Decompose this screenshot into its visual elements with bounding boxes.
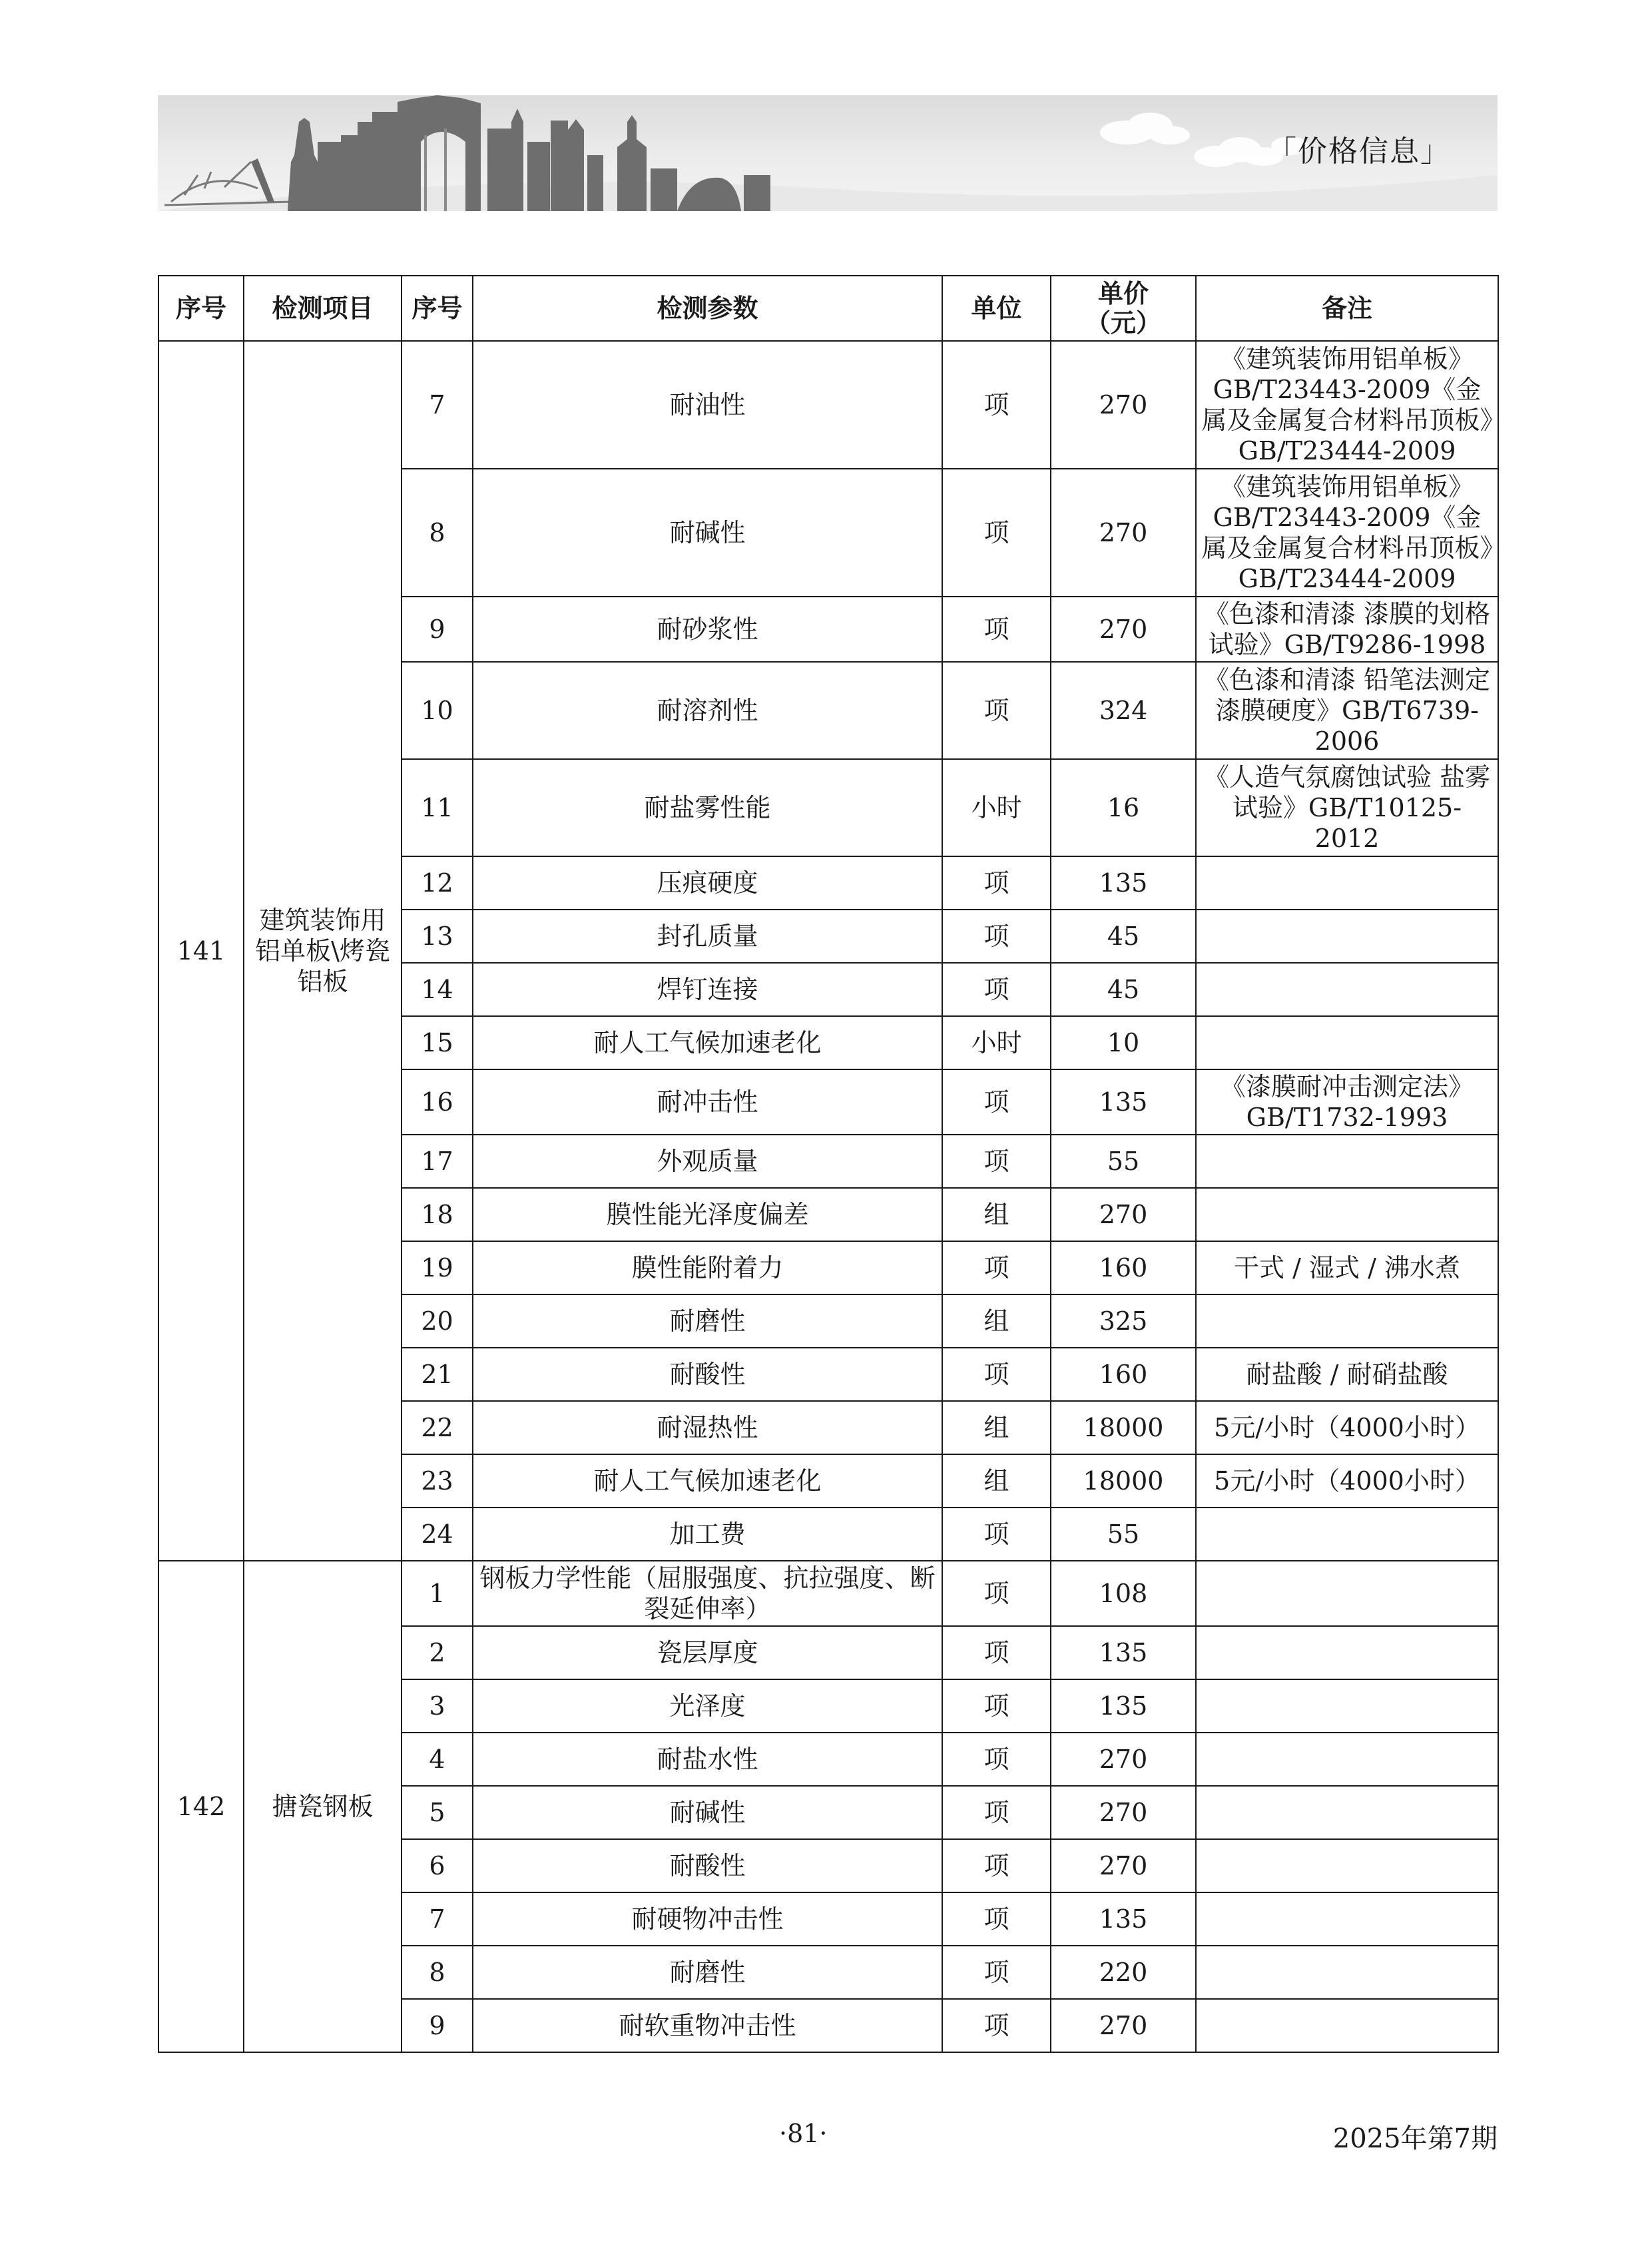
note (1196, 1839, 1498, 1892)
header-param: 检测参数 (473, 276, 942, 341)
price: 18000 (1051, 1401, 1196, 1454)
unit: 项 (942, 469, 1051, 597)
note: 《漆膜耐冲击测定法》GB/T1732-1993 (1196, 1069, 1498, 1135)
price: 18000 (1051, 1454, 1196, 1508)
table-header (158, 276, 1498, 341)
param-name: 膜性能光泽度偏差 (473, 1188, 942, 1241)
param-name: 耐磨性 (473, 1294, 942, 1348)
unit: 组 (942, 1454, 1051, 1508)
param-name: 光泽度 (473, 1679, 942, 1733)
price: 10 (1051, 1016, 1196, 1069)
note (1196, 1999, 1498, 2052)
unit: 项 (942, 341, 1051, 469)
header-no: 序号 (158, 276, 244, 341)
sub-number: 17 (402, 1135, 473, 1188)
group-number: 142 (158, 1561, 244, 2052)
sub-number: 3 (402, 1679, 473, 1733)
price: 16 (1051, 759, 1196, 856)
note (1196, 1135, 1498, 1188)
unit: 项 (942, 1892, 1051, 1946)
sub-number: 1 (402, 1561, 473, 1626)
price: 325 (1051, 1294, 1196, 1348)
param-name: 耐油性 (473, 341, 942, 469)
note: 《人造气氛腐蚀试验 盐雾试验》GB/T10125-2012 (1196, 759, 1498, 856)
unit: 项 (942, 910, 1051, 963)
header-unit: 单位 (942, 276, 1051, 341)
unit: 组 (942, 1401, 1051, 1454)
header-note: 备注 (1196, 276, 1498, 341)
param-name: 外观质量 (473, 1135, 942, 1188)
price-table (158, 275, 1499, 2053)
table-body (158, 341, 1498, 2052)
sub-number: 5 (402, 1786, 473, 1839)
note (1196, 1946, 1498, 1999)
param-name: 耐人工气候加速老化 (473, 1016, 942, 1069)
param-name: 膜性能附着力 (473, 1241, 942, 1294)
price: 270 (1051, 1733, 1196, 1786)
note: 干式 / 湿式 / 沸水煮 (1196, 1241, 1498, 1294)
unit: 项 (942, 963, 1051, 1016)
issue-label: 2025年第7期 (1332, 2123, 1498, 2154)
price: 135 (1051, 1069, 1196, 1135)
price: 270 (1051, 341, 1196, 469)
param-name: 加工费 (473, 1508, 942, 1561)
price: 55 (1051, 1508, 1196, 1561)
param-name: 焊钉连接 (473, 963, 942, 1016)
param-name: 封孔质量 (473, 910, 942, 963)
note (1196, 856, 1498, 910)
param-name: 耐碱性 (473, 469, 942, 597)
sub-number: 15 (402, 1016, 473, 1069)
header-item: 检测项目 (244, 276, 402, 341)
sub-number: 6 (402, 1839, 473, 1892)
unit: 项 (942, 1626, 1051, 1679)
unit: 项 (942, 1839, 1051, 1892)
note (1196, 963, 1498, 1016)
sub-number: 9 (402, 1999, 473, 2052)
header-banner (158, 95, 1498, 211)
price: 135 (1051, 1626, 1196, 1679)
table-row (158, 1561, 1498, 1626)
param-name: 瓷层厚度 (473, 1626, 942, 1679)
price: 135 (1051, 1679, 1196, 1733)
price: 55 (1051, 1135, 1196, 1188)
sub-number: 2 (402, 1626, 473, 1679)
table-row (158, 341, 1498, 469)
note (1196, 1733, 1498, 1786)
price: 135 (1051, 1892, 1196, 1946)
unit: 项 (942, 1508, 1051, 1561)
param-name: 耐碱性 (473, 1786, 942, 1839)
unit: 项 (942, 1679, 1051, 1733)
unit: 项 (942, 1561, 1051, 1626)
param-name: 耐酸性 (473, 1348, 942, 1401)
param-name: 耐溶剂性 (473, 662, 942, 759)
param-name: 耐砂浆性 (473, 597, 942, 662)
note (1196, 1508, 1498, 1561)
sub-number: 18 (402, 1188, 473, 1241)
price: 108 (1051, 1561, 1196, 1626)
price: 324 (1051, 662, 1196, 759)
unit: 项 (942, 1069, 1051, 1135)
note (1196, 1016, 1498, 1069)
unit: 项 (942, 1946, 1051, 1999)
sub-number: 16 (402, 1069, 473, 1135)
sub-number: 11 (402, 759, 473, 856)
note (1196, 1626, 1498, 1679)
unit: 项 (942, 1999, 1051, 2052)
unit: 小时 (942, 1016, 1051, 1069)
unit: 组 (942, 1188, 1051, 1241)
note (1196, 1188, 1498, 1241)
price: 270 (1051, 1786, 1196, 1839)
group-number: 141 (158, 341, 244, 1561)
param-name: 压痕硬度 (473, 856, 942, 910)
sub-number: 21 (402, 1348, 473, 1401)
sub-number: 7 (402, 341, 473, 469)
param-name: 耐盐水性 (473, 1733, 942, 1786)
price: 160 (1051, 1241, 1196, 1294)
unit: 组 (942, 1294, 1051, 1348)
param-name: 耐盐雾性能 (473, 759, 942, 856)
sub-number: 19 (402, 1241, 473, 1294)
unit: 项 (942, 597, 1051, 662)
param-name: 耐软重物冲击性 (473, 1999, 942, 2052)
price: 270 (1051, 597, 1196, 662)
note: 耐盐酸 / 耐硝盐酸 (1196, 1348, 1498, 1401)
sub-number: 13 (402, 910, 473, 963)
unit: 小时 (942, 759, 1051, 856)
note: 《建筑装饰用铝单板》GB/T23443-2009《金属及金属复合材料吊顶板》GB/T23444-2009 (1196, 469, 1498, 597)
param-name: 钢板力学性能（屈服强度、抗拉强度、断裂延伸率） (473, 1561, 942, 1626)
group-item: 搪瓷钢板 (244, 1561, 402, 2052)
price: 270 (1051, 1188, 1196, 1241)
sub-number: 14 (402, 963, 473, 1016)
page-number: ·81· (779, 2119, 828, 2148)
sub-number: 12 (402, 856, 473, 910)
price: 220 (1051, 1946, 1196, 1999)
note (1196, 910, 1498, 963)
param-name: 耐磨性 (473, 1946, 942, 1999)
sub-number: 8 (402, 1946, 473, 1999)
sub-number: 10 (402, 662, 473, 759)
header-row (158, 276, 1498, 341)
sub-number: 22 (402, 1401, 473, 1454)
note (1196, 1561, 1498, 1626)
sub-number: 7 (402, 1892, 473, 1946)
sub-number: 4 (402, 1733, 473, 1786)
sub-number: 8 (402, 469, 473, 597)
note (1196, 1294, 1498, 1348)
section-title: 「价格信息」 (1267, 135, 1451, 168)
note (1196, 1679, 1498, 1733)
price: 270 (1051, 469, 1196, 597)
note: 5元/小时（4000小时） (1196, 1454, 1498, 1508)
sub-number: 24 (402, 1508, 473, 1561)
unit: 项 (942, 1241, 1051, 1294)
note (1196, 1786, 1498, 1839)
note: 《色漆和清漆 铅笔法测定漆膜硬度》GB/T6739-2006 (1196, 662, 1498, 759)
price: 270 (1051, 1999, 1196, 2052)
price: 160 (1051, 1348, 1196, 1401)
unit: 项 (942, 1135, 1051, 1188)
price: 45 (1051, 910, 1196, 963)
param-name: 耐人工气候加速老化 (473, 1454, 942, 1508)
param-name: 耐冲击性 (473, 1069, 942, 1135)
unit: 项 (942, 856, 1051, 910)
unit: 项 (942, 662, 1051, 759)
param-name: 耐硬物冲击性 (473, 1892, 942, 1946)
note: 5元/小时（4000小时） (1196, 1401, 1498, 1454)
note (1196, 1892, 1498, 1946)
param-name: 耐湿热性 (473, 1401, 942, 1454)
header-sub-no: 序号 (402, 276, 473, 341)
unit: 项 (942, 1786, 1051, 1839)
unit: 项 (942, 1348, 1051, 1401)
unit: 项 (942, 1733, 1051, 1786)
price: 45 (1051, 963, 1196, 1016)
header-price: 单价（元） (1051, 276, 1196, 341)
note: 《色漆和清漆 漆膜的划格试验》GB/T9286-1998 (1196, 597, 1498, 662)
group-item: 建筑装饰用铝单板\烤瓷铝板 (244, 341, 402, 1561)
sub-number: 20 (402, 1294, 473, 1348)
price: 135 (1051, 856, 1196, 910)
price: 270 (1051, 1839, 1196, 1892)
note: 《建筑装饰用铝单板》GB/T23443-2009《金属及金属复合材料吊顶板》GB/T23444-2009 (1196, 341, 1498, 469)
sub-number: 9 (402, 597, 473, 662)
param-name: 耐酸性 (473, 1839, 942, 1892)
sub-number: 23 (402, 1454, 473, 1508)
